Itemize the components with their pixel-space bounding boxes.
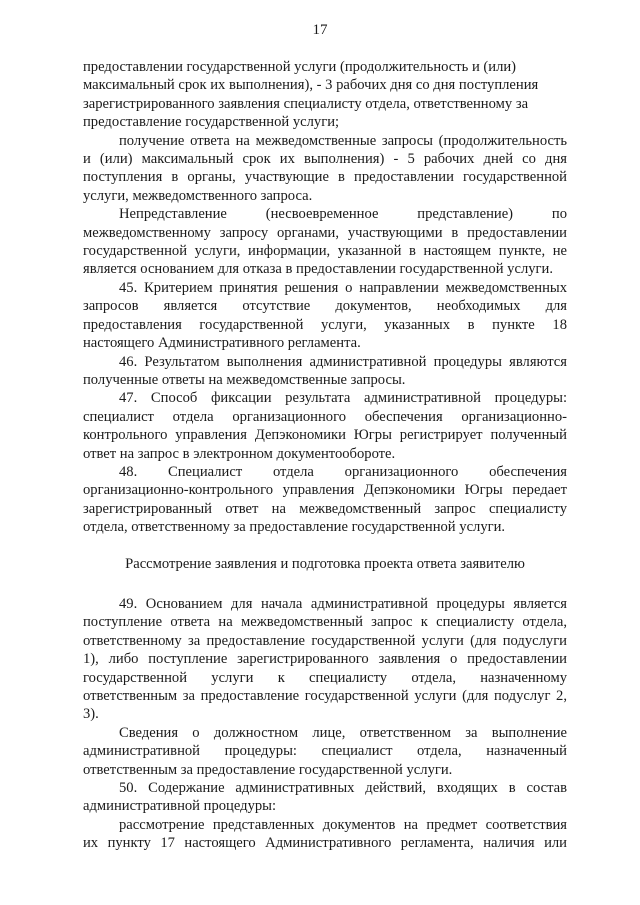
paragraph-line: поступления в органы, участвующие в предоставлении государственной (83, 169, 567, 186)
paragraph-line: услуги, межведомственного запроса. (83, 187, 313, 204)
paragraph-line: получение ответа на межведомственные запросы (продолжительность (119, 132, 567, 149)
document-body (83, 58, 567, 853)
paragraph-line: специалист отдела организационного обеспечения организационно- (83, 408, 567, 425)
paragraph-11 (83, 816, 567, 853)
section-heading: Рассмотрение заявления и подготовка проекта ответа заявителю (125, 555, 525, 572)
paragraph-8 (83, 595, 567, 724)
paragraph-line: ответственным за предоставление государственной услуги (для подуслуг 2, (83, 688, 567, 704)
paragraph-line: контрольного управления Депэкономики Югры регистрирует полученный (83, 427, 567, 444)
paragraph-line: является основанием для отказа в предоставлении государственной услуги. (83, 261, 553, 278)
paragraph-10 (83, 779, 567, 816)
paragraph-line: 1), либо поступление зарегистрированного заявления о предоставлении (83, 651, 567, 668)
paragraph-line: зарегистрированного заявления специалисту отдела, ответственному за (83, 95, 529, 112)
paragraph-line: ответственным за предоставление государственной услуги. (83, 761, 453, 778)
paragraph-1 (83, 58, 567, 132)
paragraph-line: настоящего Административного регламента. (83, 335, 361, 352)
paragraph-line: максимальный срок их выполнения), - 3 рабочих дня со дня поступления (83, 77, 539, 94)
paragraph-line: зарегистрированный ответ на межведомственный запрос специалисту (83, 500, 567, 517)
paragraph-line: 50. Содержание административных действий, входящих в состав (119, 780, 567, 797)
paragraph-line: 47. Способ фиксации результата административной процедуры: (119, 390, 567, 407)
page-number: 17 (312, 22, 328, 38)
paragraph-line: запросов является отсутствие документов, необходимых для (83, 298, 567, 315)
paragraph-line: рассмотрение представленных документов на предмет соответствия (119, 816, 567, 833)
paragraph-line: Сведения о должностном лице, ответственном за выполнение (119, 724, 567, 741)
paragraph-7 (83, 463, 567, 537)
paragraph-line: отдела, ответственному за предоставление государственной услуги. (83, 519, 506, 536)
paragraph-line: административной процедуры: специалист отдела, назначенный (83, 743, 567, 760)
paragraph-3 (83, 205, 567, 279)
paragraph-line: предоставление государственной услуги; (83, 114, 340, 131)
paragraph-line: и (или) максимальный срок их выполнения) - 5 рабочих дней со дня (83, 151, 567, 168)
paragraph-2 (83, 132, 567, 206)
paragraph-line: государственной услуги к специалисту отдела, назначенному (83, 669, 567, 686)
paragraph-line: предоставлении государственной услуги (продолжительность и (или) (83, 59, 517, 75)
paragraph-line: их пункту 17 настоящего Административного регламента, наличия или (83, 835, 567, 852)
paragraph-line: межведомственному запросу органами, участвующими в предоставлении (83, 224, 567, 241)
paragraph-9 (83, 724, 567, 779)
paragraph-line: 3). (83, 706, 99, 723)
paragraph-line: 48. Специалист отдела организационного обеспечения (119, 463, 567, 480)
paragraph-line: организационно-контрольного управления Депэкономики Югры передает (83, 482, 567, 499)
paragraph-line: 49. Основанием для начала административной процедуры является (119, 595, 567, 612)
paragraph-line: государственной услуги, информации, указанной в настоящем пункте, не (83, 243, 567, 260)
paragraph-line: полученные ответы на межведомственные запросы. (83, 371, 406, 388)
paragraph-line: предоставления государственной услуги, указанных в пункте 18 (83, 316, 567, 333)
paragraph-5 (83, 353, 567, 390)
paragraph-line: 45. Критерием принятия решения о направлении межведомственных (119, 279, 567, 296)
paragraph-line: административной процедуры: (83, 798, 277, 815)
paragraph-line: ответственному за предоставление государственной услуги (для подуслуги (83, 632, 567, 649)
paragraph-6 (83, 389, 567, 463)
paragraph-line: Непредставление (несвоевременное представление) по (119, 206, 567, 223)
paragraph-line: поступление ответа на межведомственный запрос к специалисту отдела, (83, 614, 567, 631)
paragraph-line: ответ на запрос в электронном документообороте. (83, 445, 396, 462)
paragraph-line: 46. Результатом выполнения административной процедуры являются (119, 353, 567, 370)
paragraph-4 (83, 279, 567, 353)
